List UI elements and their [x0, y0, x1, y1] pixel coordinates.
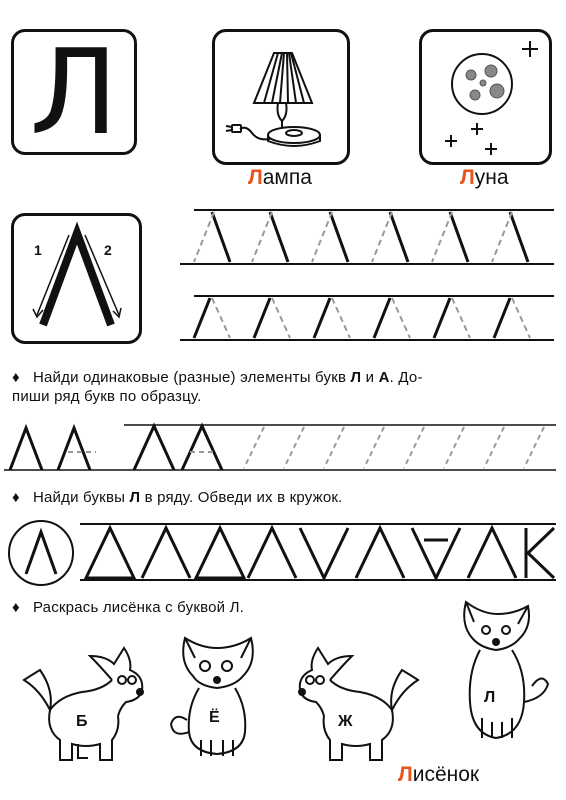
stroke-number-2: 2 [104, 242, 112, 258]
practice-lines-top [180, 207, 560, 267]
lamp-icon [212, 29, 350, 165]
task1-instruction: ♦ Найди одинаковые (разные) элементы букв Л и А. До- пиши ряд букв по образцу. [12, 369, 423, 405]
bullet-icon: ♦ [12, 599, 20, 616]
task3-instruction: ♦ Раскрась лисёнка с буквой Л. [12, 599, 244, 616]
bullet-icon: ♦ [12, 369, 20, 386]
moon-icon [419, 29, 552, 165]
fox-picture-2 [165, 628, 275, 768]
lamp-card [212, 29, 350, 165]
fox-letter-3: Ж [338, 713, 353, 730]
fox-letter-1: Б [76, 713, 88, 730]
moon-card [419, 29, 552, 165]
task2-instruction: ♦ Найди буквы Л в ряду. Обведи их в кружок. [12, 489, 343, 506]
fox-picture-3 [282, 640, 422, 770]
stroke-order-card [11, 213, 142, 344]
fox-caption: Лисёнок [398, 763, 480, 786]
lamp-caption: Лампа [248, 166, 312, 189]
letter-card [11, 23, 137, 161]
stroke-order-diagram [11, 213, 142, 344]
stroke-number-1: 1 [34, 242, 42, 258]
fox-picture-1 [20, 640, 160, 770]
letter-writing-row [4, 422, 564, 472]
fox-picture-4 [452, 598, 552, 748]
fox-letter-4: Л [484, 689, 496, 706]
letter-search-row [80, 520, 560, 584]
practice-lines-bottom [180, 293, 560, 343]
bullet-icon: ♦ [12, 489, 20, 506]
fox-letter-2: Ё [209, 709, 220, 726]
circled-example [6, 518, 78, 590]
big-letter: Л [29, 23, 119, 161]
moon-caption: Луна [460, 166, 509, 189]
